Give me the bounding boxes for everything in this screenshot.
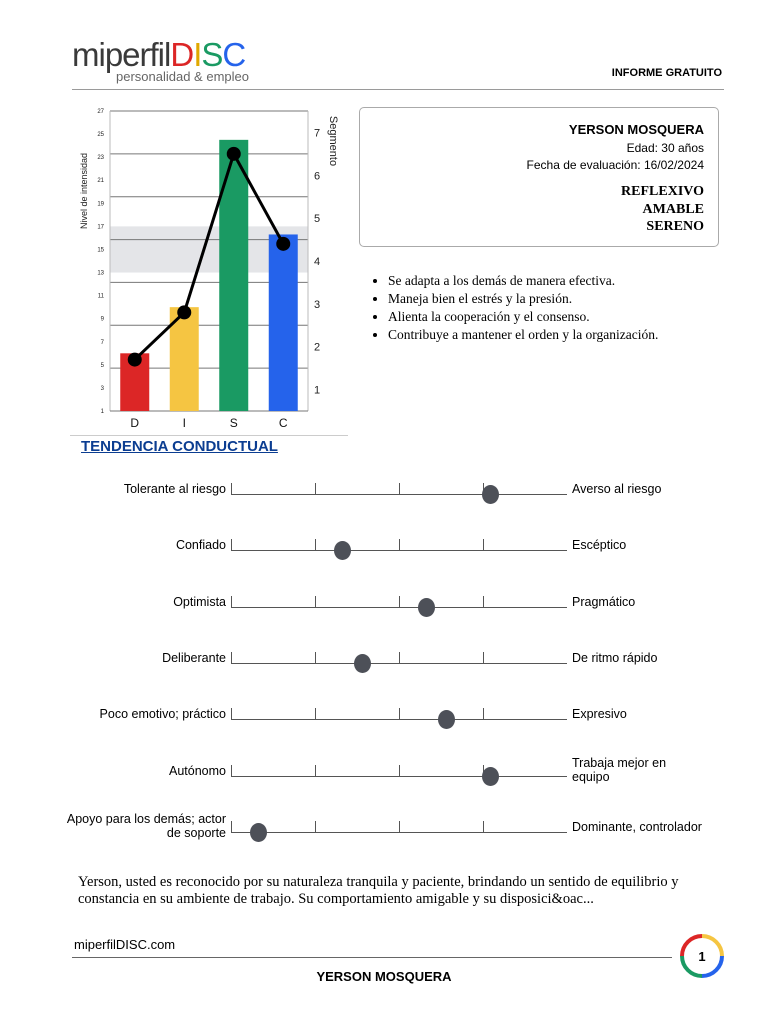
- y-tick-label: 11: [97, 293, 104, 300]
- section-divider: [70, 435, 348, 436]
- profile-eval-date: Fecha de evaluación: 16/02/2024: [526, 158, 704, 172]
- logo: [72, 38, 249, 84]
- profile-trait: SERENO: [646, 219, 704, 234]
- slider-tick: [483, 596, 484, 608]
- y2-axis-label: Segmento: [327, 115, 339, 167]
- slider-tick: [315, 483, 316, 495]
- profile-trait: AMABLE: [642, 202, 704, 217]
- logo-letter-d: D: [170, 36, 194, 73]
- y-tick-label: 17: [97, 224, 104, 231]
- slider-knob: [250, 823, 267, 842]
- profile-trait: REFLEXIVO: [621, 184, 704, 199]
- slider-tick: [231, 821, 232, 833]
- disc-chart: [70, 105, 360, 435]
- x-tick-label: D: [130, 416, 140, 430]
- slider-right-label: Dominante, controlador: [572, 820, 702, 834]
- slider-tick: [231, 765, 232, 777]
- slider-track: [231, 652, 567, 664]
- slider-tick: [483, 821, 484, 833]
- slider-tick: [231, 652, 232, 664]
- slider-tick: [315, 821, 316, 833]
- profile-age: Edad: 30 años: [626, 141, 704, 155]
- header-divider: [72, 89, 724, 90]
- slider-tick: [399, 596, 400, 608]
- y-tick-label: 19: [97, 201, 104, 208]
- profile-name: YERSON MOSQUERA: [568, 122, 704, 137]
- y2-tick-label: 6: [314, 170, 321, 183]
- slider-right-label: De ritmo rápido: [572, 651, 658, 665]
- x-tick-label: C: [278, 416, 288, 430]
- logo-letter-s: S: [201, 36, 223, 73]
- profile-card: [359, 107, 719, 247]
- slider-track: [231, 821, 567, 833]
- slider-knob: [334, 541, 351, 560]
- slider-tick: [483, 539, 484, 551]
- x-tick-label: S: [229, 416, 238, 430]
- y2-tick-label: 2: [314, 341, 321, 354]
- slider-tick: [399, 483, 400, 495]
- slider-left-label: Deliberante: [162, 651, 226, 665]
- y2-tick-label: 3: [314, 298, 321, 311]
- logo-main-text: miperfil: [72, 36, 171, 73]
- y-tick-label: 13: [97, 270, 104, 277]
- logo-letter-c: C: [222, 36, 246, 73]
- slider-tick: [483, 652, 484, 664]
- slider-tick: [315, 596, 316, 608]
- y-tick-label: 5: [100, 362, 104, 369]
- y-tick-label: 9: [100, 316, 104, 323]
- slider-left-label: Confiado: [175, 538, 226, 552]
- slider-knob: [354, 654, 371, 673]
- slider-right-label: Escéptico: [572, 538, 627, 552]
- footer-divider: [72, 957, 672, 958]
- summary-text: Yerson, usted es reconocido por su naturaleza tranquila y paciente, brindando un sentido de equilibrio y constancia en su ambiente de trabajo. Su comportamiento amigable y su disposici&oac...: [78, 874, 679, 907]
- slider-left-label: Apoyo para los demás; actor de soporte: [66, 812, 226, 840]
- y2-tick-label: 5: [314, 213, 321, 226]
- slider-tick: [231, 596, 232, 608]
- slider-right-label: Trabaja mejor en equipo: [572, 756, 667, 784]
- slider-knob: [418, 598, 435, 617]
- slider-tick: [483, 708, 484, 720]
- bar-c: [269, 234, 298, 411]
- slider-left-label: Autónomo: [169, 764, 226, 778]
- slider-knob: [482, 485, 499, 504]
- slider-track: [231, 483, 567, 495]
- slider-tick: [399, 652, 400, 664]
- y-axis-label: Nivel de intensidad: [79, 152, 89, 230]
- segment-point: [128, 353, 142, 367]
- footer-name: YERSON MOSQUERA: [316, 969, 452, 984]
- list-item: • Contribuye a mantener el orden y la organización.: [388, 326, 658, 344]
- y2-tick-label: 1: [314, 384, 321, 397]
- x-tick-label: I: [182, 416, 186, 430]
- slider-tick: [315, 652, 316, 664]
- page-number: 1: [698, 949, 706, 964]
- bar-s: [219, 140, 248, 411]
- slider-tick: [399, 765, 400, 777]
- list-item: • Se adapta a los demás de manera efectiva.: [388, 272, 658, 290]
- slider-tick: [231, 708, 232, 720]
- y-tick-label: 3: [100, 385, 104, 392]
- segment-point: [227, 147, 241, 161]
- slider-knob: [438, 710, 455, 729]
- slider-tick: [399, 821, 400, 833]
- slider-right-label: Averso al riesgo: [572, 482, 662, 496]
- footer-site: miperfilDISC.com: [74, 937, 176, 952]
- slider-track: [231, 539, 567, 551]
- slider-track: [231, 708, 567, 720]
- slider-left-label: Poco emotivo; práctico: [99, 707, 226, 721]
- logo-letter-i: I: [193, 36, 202, 73]
- slider-tick: [231, 483, 232, 495]
- y2-tick-label: 7: [314, 127, 321, 140]
- y-tick-label: 15: [97, 247, 104, 254]
- section-title: TENDENCIA CONDUCTUAL: [81, 438, 278, 455]
- list-item: • Alienta la cooperación y el consenso.: [388, 308, 658, 326]
- slider-tick: [399, 708, 400, 720]
- slider-tick: [315, 765, 316, 777]
- list-item: • Maneja bien el estrés y la presión.: [388, 290, 658, 308]
- logo-disc-text: [170, 36, 245, 73]
- slider-left-label: Optimista: [173, 595, 226, 609]
- segment-point: [276, 237, 290, 251]
- y-tick-label: 23: [97, 155, 104, 162]
- slider-tick: [315, 708, 316, 720]
- slider-track: [231, 765, 567, 777]
- slider-knob: [482, 767, 499, 786]
- slider-right-label: Expresivo: [572, 707, 627, 721]
- slider-right-label: Pragmático: [572, 595, 636, 609]
- segment-point: [177, 305, 191, 319]
- y-tick-label: 25: [97, 132, 104, 139]
- y-tick-label: 1: [100, 409, 104, 415]
- logo-subtitle: personalidad & empleo: [116, 69, 249, 84]
- y-tick-label: 27: [97, 109, 104, 115]
- slider-track: [231, 596, 567, 608]
- slider-tick: [231, 539, 232, 551]
- y2-tick-label: 4: [314, 256, 321, 268]
- slider-tick: [399, 539, 400, 551]
- y-tick-label: 21: [97, 178, 104, 185]
- slider-tick: [315, 539, 316, 551]
- page-number-badge: [679, 933, 725, 979]
- slider-left-label: Tolerante al riesgo: [123, 482, 226, 496]
- report-label: INFORME GRATUITO: [611, 67, 722, 79]
- strengths-list: [361, 272, 658, 344]
- y-tick-label: 7: [100, 339, 104, 346]
